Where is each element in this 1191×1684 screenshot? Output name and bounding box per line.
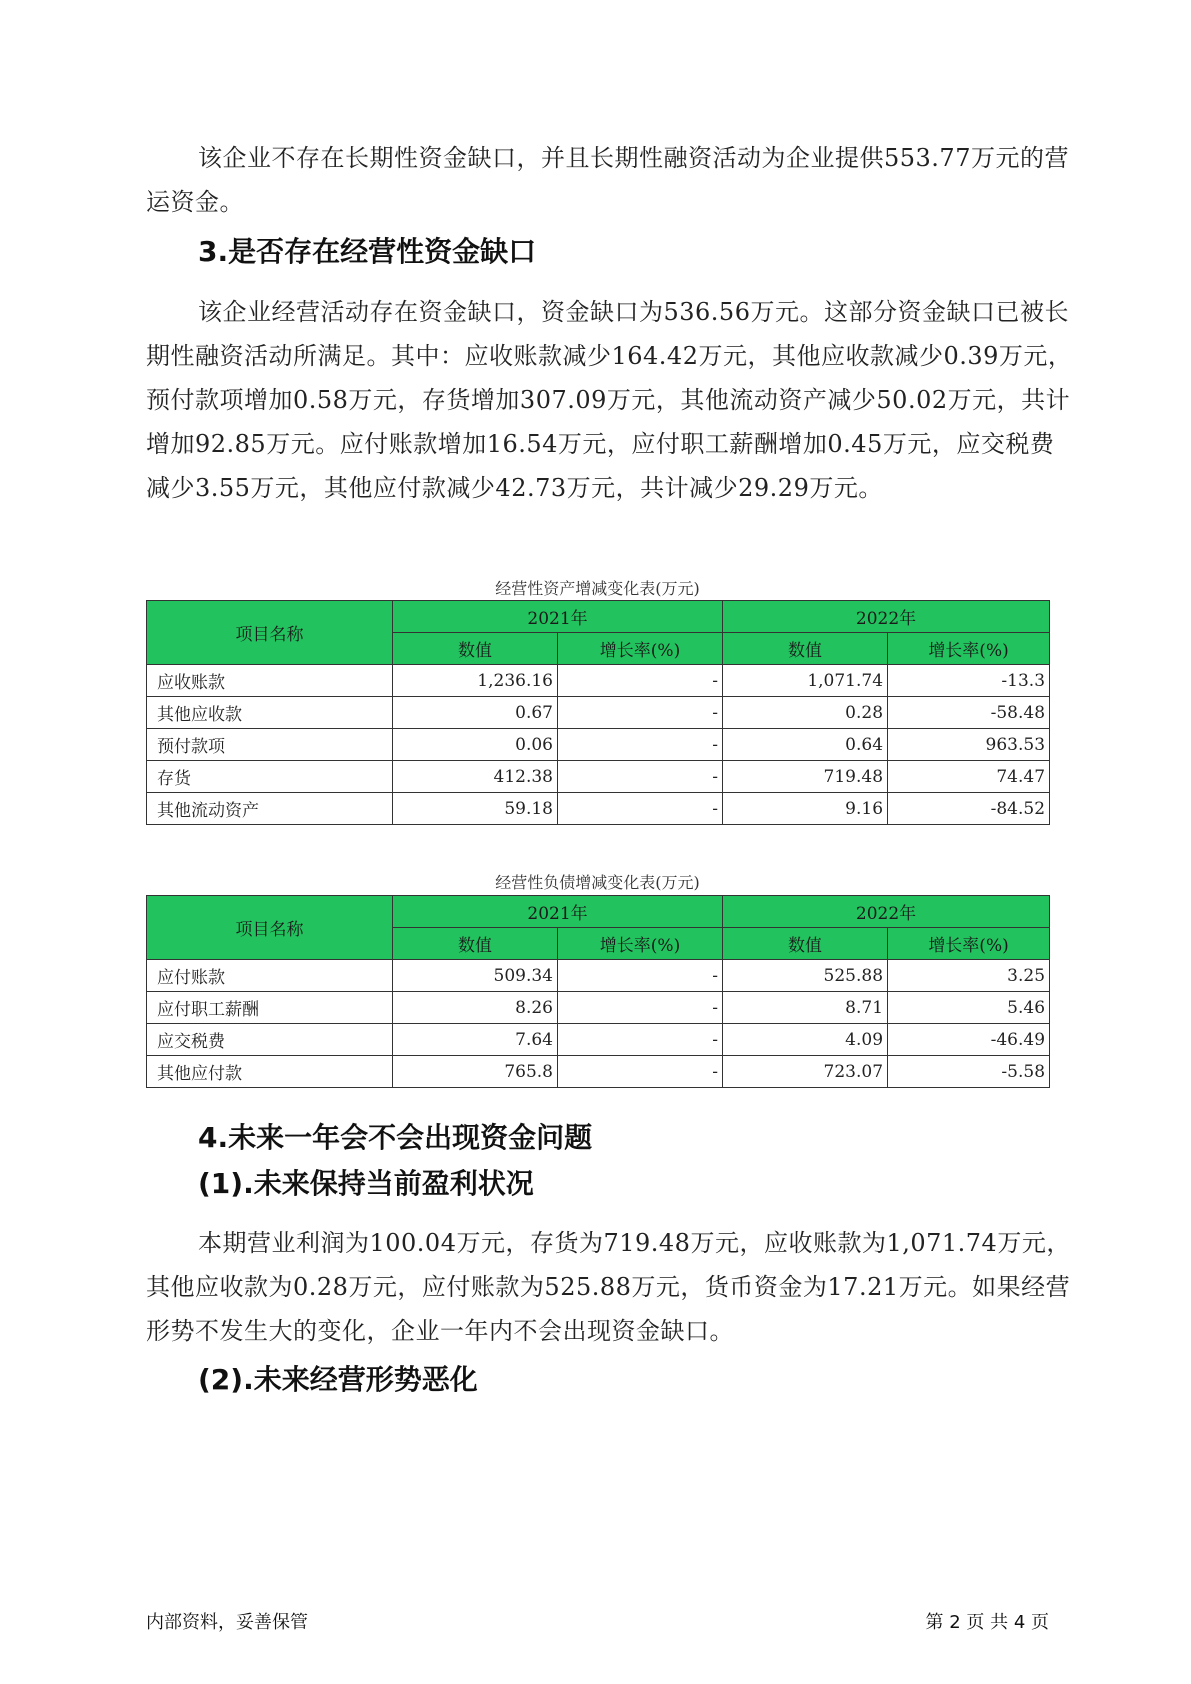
- heading-next-year-funding: 4.未来一年会不会出现资金问题: [198, 1121, 593, 1154]
- value-2021-cell: 765.8: [393, 1056, 558, 1088]
- row-name-cell: 存货: [147, 761, 393, 793]
- row-name-cell: 预付款项: [147, 729, 393, 761]
- header-value: 数值: [393, 633, 558, 665]
- growth-2022-cell: -58.48: [888, 697, 1050, 729]
- table-row: [147, 793, 1050, 825]
- row-name-cell: 应付账款: [147, 960, 393, 992]
- footer-confidential-note: 内部资料，妥善保管: [146, 1612, 308, 1633]
- value-2021-cell: 0.67: [393, 697, 558, 729]
- table-row: [147, 1056, 1050, 1088]
- growth-2022-cell: 5.46: [888, 992, 1050, 1024]
- growth-2022-cell: -46.49: [888, 1024, 1050, 1056]
- header-growth: 增长率(%): [888, 928, 1050, 960]
- growth-2021-cell: -: [558, 960, 723, 992]
- header-year-2022: 2022年: [723, 896, 1050, 928]
- row-name-cell: 应收账款: [147, 665, 393, 697]
- paragraph-text: 该企业不存在长期性资金缺口，并且长期性融资活动为企业提供553.77万元的营运资金。: [146, 144, 1069, 216]
- value-2022-cell: 723.07: [723, 1056, 888, 1088]
- heading-current-profit-scenario: (1).未来保持当前盈利状况: [198, 1167, 534, 1200]
- asset-table-caption: 经营性资产增减变化表(万元): [495, 579, 700, 598]
- header-item-name: 项目名称: [147, 896, 393, 960]
- table-row: [147, 960, 1050, 992]
- row-name-cell: 其他流动资产: [147, 793, 393, 825]
- header-growth: 增长率(%): [888, 633, 1050, 665]
- value-2021-cell: 412.38: [393, 761, 558, 793]
- value-2021-cell: 0.06: [393, 729, 558, 761]
- header-growth: 增长率(%): [558, 928, 723, 960]
- growth-2022-cell: 963.53: [888, 729, 1050, 761]
- value-2021-cell: 8.26: [393, 992, 558, 1024]
- table-row: [147, 992, 1050, 1024]
- paragraph-current-profit: [146, 1221, 1076, 1353]
- table-row: [147, 1024, 1050, 1056]
- value-2022-cell: 0.64: [723, 729, 888, 761]
- paragraph-operating-gap: [146, 290, 1076, 510]
- growth-2021-cell: -: [558, 992, 723, 1024]
- asset-change-table: [146, 600, 1050, 825]
- growth-2022-cell: -13.3: [888, 665, 1050, 697]
- paragraph-text: 该企业经营活动存在资金缺口，资金缺口为536.56万元。这部分资金缺口已被长期性融资活动所满足。其中：应收账款减少164.42万元，其他应收款减少0.39万元，预付款项增加0.58万元，存货增加307.09万元，其他流动资产减少50.02万元，共计增加92.85万元。应付账款增加16.54万元，应付职工薪酬增加0.45万元，应交税费减少3.55万元，其他应付款减少42.73万元，共计减少29.29万元。: [146, 298, 1073, 502]
- value-2022-cell: 525.88: [723, 960, 888, 992]
- value-2022-cell: 9.16: [723, 793, 888, 825]
- growth-2021-cell: -: [558, 793, 723, 825]
- footer-page-number: 第 2 页 共 4 页: [925, 1612, 1049, 1633]
- paragraph-text: 本期营业利润为100.04万元，存货为719.48万元，应收账款为1,071.74万元，其他应收款为0.28万元，应付账款为525.88万元，货币资金为17.21万元。如果经营形势不发生大的变化，企业一年内不会出现资金缺口。: [146, 1229, 1071, 1345]
- value-2022-cell: 1,071.74: [723, 665, 888, 697]
- value-2022-cell: 719.48: [723, 761, 888, 793]
- growth-2021-cell: -: [558, 1024, 723, 1056]
- growth-2022-cell: -5.58: [888, 1056, 1050, 1088]
- paragraph-long-term-funding: [146, 136, 1076, 224]
- value-2021-cell: 1,236.16: [393, 665, 558, 697]
- header-year-2022: 2022年: [723, 601, 1050, 633]
- row-name-cell: 其他应收款: [147, 697, 393, 729]
- row-name-cell: 应交税费: [147, 1024, 393, 1056]
- liability-table-caption: 经营性负债增减变化表(万元): [495, 873, 700, 892]
- table-row: [147, 665, 1050, 697]
- growth-2021-cell: -: [558, 697, 723, 729]
- liability-change-table: [146, 895, 1050, 1088]
- growth-2021-cell: -: [558, 1056, 723, 1088]
- header-growth: 增长率(%): [558, 633, 723, 665]
- row-name-cell: 其他应付款: [147, 1056, 393, 1088]
- table-row: [147, 729, 1050, 761]
- value-2022-cell: 0.28: [723, 697, 888, 729]
- header-year-2021: 2021年: [393, 601, 723, 633]
- table-row: [147, 697, 1050, 729]
- growth-2022-cell: 3.25: [888, 960, 1050, 992]
- value-2021-cell: 509.34: [393, 960, 558, 992]
- value-2021-cell: 7.64: [393, 1024, 558, 1056]
- header-value: 数值: [723, 633, 888, 665]
- header-value: 数值: [723, 928, 888, 960]
- value-2022-cell: 8.71: [723, 992, 888, 1024]
- header-year-2021: 2021年: [393, 896, 723, 928]
- heading-operating-gap: 3.是否存在经营性资金缺口: [198, 235, 537, 268]
- row-name-cell: 应付职工薪酬: [147, 992, 393, 1024]
- header-item-name: 项目名称: [147, 601, 393, 665]
- growth-2021-cell: -: [558, 729, 723, 761]
- growth-2021-cell: -: [558, 761, 723, 793]
- value-2022-cell: 4.09: [723, 1024, 888, 1056]
- header-value: 数值: [393, 928, 558, 960]
- growth-2021-cell: -: [558, 665, 723, 697]
- table-row: [147, 761, 1050, 793]
- value-2021-cell: 59.18: [393, 793, 558, 825]
- heading-worsening-scenario: (2).未来经营形势恶化: [198, 1363, 478, 1396]
- growth-2022-cell: 74.47: [888, 761, 1050, 793]
- growth-2022-cell: -84.52: [888, 793, 1050, 825]
